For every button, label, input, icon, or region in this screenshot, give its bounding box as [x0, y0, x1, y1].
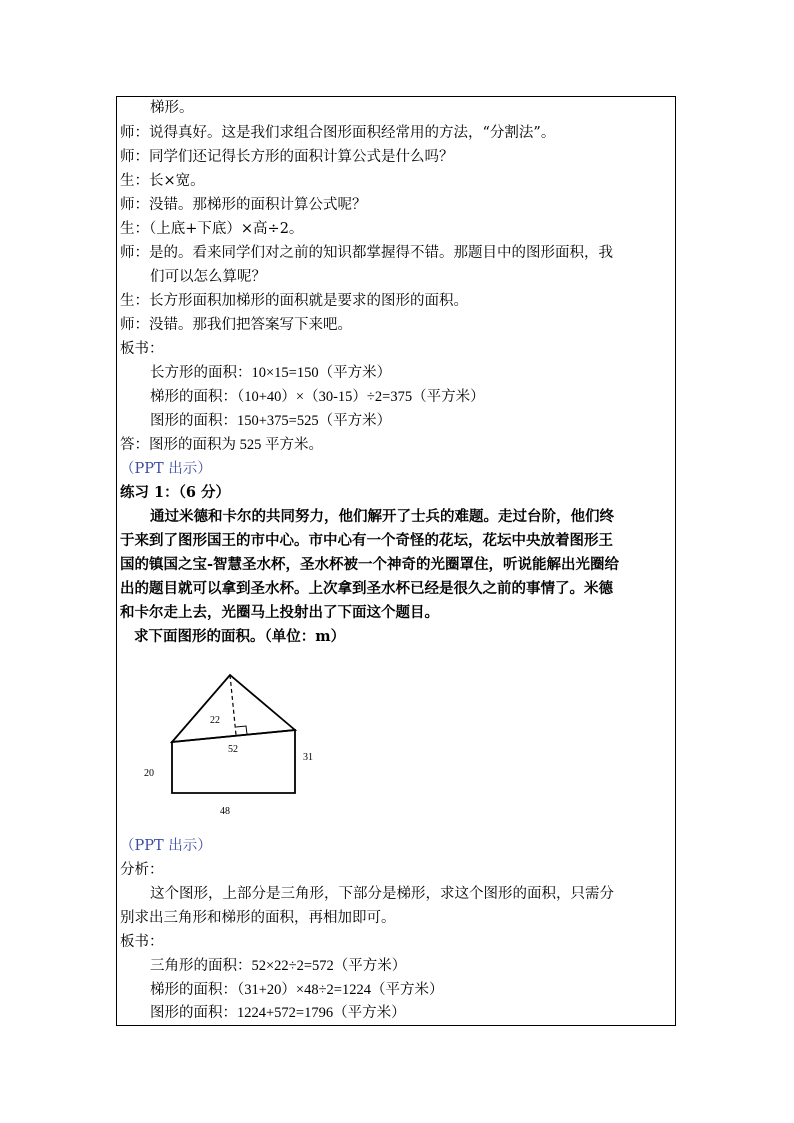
formula-line: 梯形的面积：（31+20）×48÷2=1224（平方米）	[150, 982, 444, 998]
composite-shape-figure	[140, 665, 320, 825]
text-line: 师：同学们还记得长方形的面积计算公式是什么吗？	[120, 149, 454, 165]
height-line	[230, 675, 236, 735]
formula-line: 梯形的面积：（10+40）×（30-15）÷2=375（平方米）	[150, 389, 485, 405]
formula-line: 三角形的面积：52×22÷2=572（平方米）	[150, 958, 407, 974]
answer-line: 答：图形的面积为 525 平方米。	[120, 437, 323, 453]
ppt-note: （PPT 出示）	[120, 838, 212, 854]
text-line: 师：是的。看来同学们对之前的知识都掌握得不错。那题目中的图形面积，我	[120, 245, 613, 261]
formula-line: 图形的面积：1224+572=1796（平方米）	[150, 1005, 406, 1021]
ppt-note: （PPT 出示）	[120, 461, 212, 477]
formula-line: 长方形的面积：10×15=150（平方米）	[150, 365, 392, 381]
text-line: 分析：	[120, 862, 164, 878]
base-label: 52	[228, 744, 238, 755]
text-line: 生：（上底+下底）×高÷2。	[120, 221, 304, 237]
text-line: 生：长×宽。	[120, 173, 205, 189]
text-line: 师：说得真好。这是我们求组合图形面积经常用的方法，“分割法”。	[120, 125, 556, 141]
right-angle-mark	[236, 726, 247, 734]
bottom-label: 48	[220, 806, 230, 817]
text-line: 梯形。	[150, 100, 194, 116]
text-line: 板书：	[120, 934, 164, 950]
exercise-title: 练习 1：（6 分）	[120, 484, 231, 501]
text-line: 们可以怎么算呢？	[150, 269, 266, 285]
trapezoid-shape	[172, 730, 295, 793]
story-line: 于来到了图形国王的市中心。市中心有一个奇怪的花坛，花坛中央放着图形王	[120, 532, 613, 549]
text-line: 师：没错。那梯形的面积计算公式呢？	[120, 197, 367, 213]
story-line: 国的镇国之宝-智慧圣水杯，圣水杯被一个神奇的光圈罩住，听说能解出光圈给	[120, 556, 620, 573]
left-side-label: 20	[144, 768, 154, 779]
text-line: 板书：	[120, 341, 164, 357]
question-line: 求下面图形的面积。（单位：m）	[134, 628, 346, 645]
story-line: 通过米德和卡尔的共同努力，他们解开了士兵的难题。走过台阶，他们终	[150, 508, 614, 525]
text-line: 生：长方形面积加梯形的面积就是要求的图形的面积。	[120, 293, 468, 309]
text-line: 别求出三角形和梯形的面积，再相加即可。	[120, 910, 396, 926]
text-line: 这个图形，上部分是三角形，下部分是梯形，求这个图形的面积，只需分	[150, 886, 614, 902]
formula-line: 图形的面积：150+375=525（平方米）	[150, 413, 392, 429]
right-side-label: 31	[303, 752, 313, 763]
text-line: 师：没错。那我们把答案写下来吧。	[120, 317, 352, 333]
story-line: 和卡尔走上去，光圈马上投射出了下面这个题目。	[120, 604, 439, 621]
story-line: 出的题目就可以拿到圣水杯。上次拿到圣水杯已经是很久之前的事情了。米德	[120, 580, 613, 597]
height-label: 22	[210, 715, 220, 726]
